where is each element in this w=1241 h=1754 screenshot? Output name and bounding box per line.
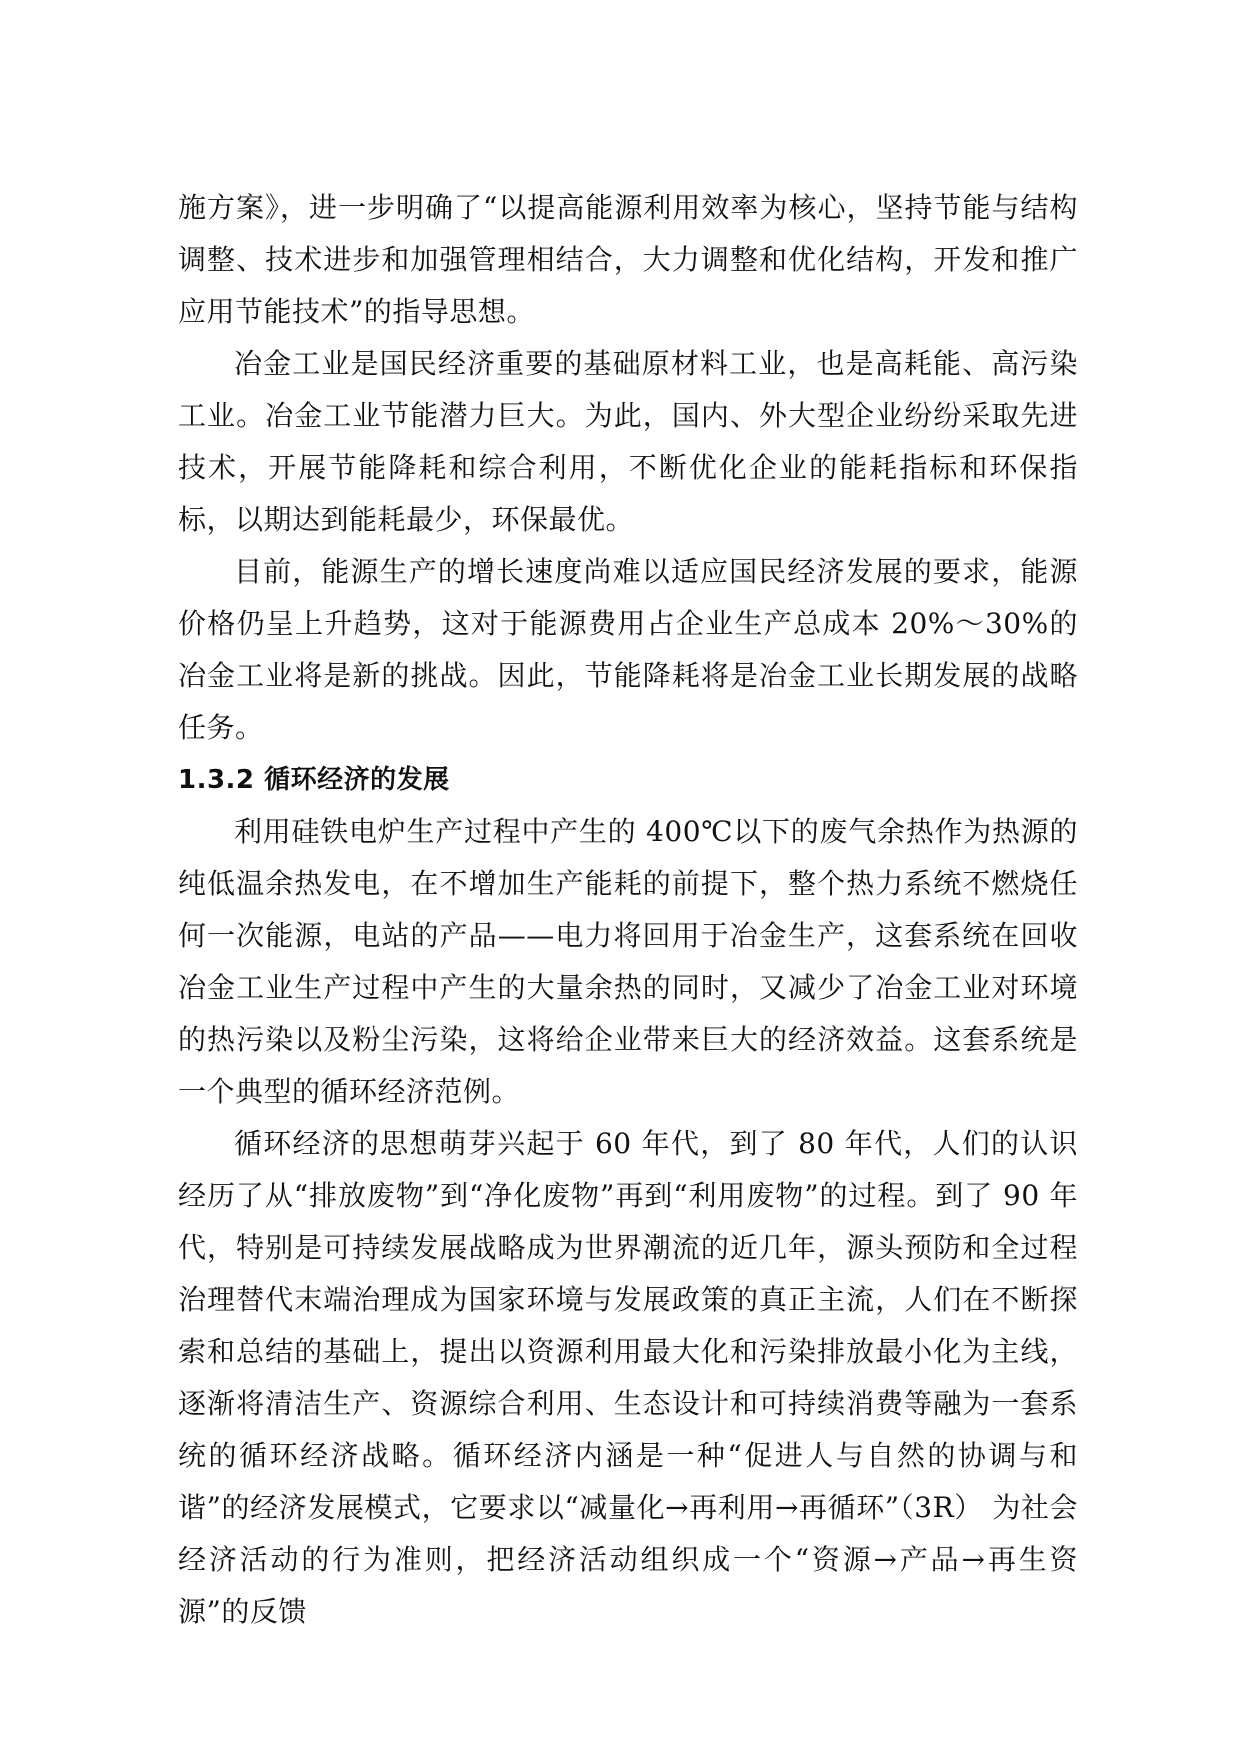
paragraph-energy-prices: 目前，能源生产的增长速度尚难以适应国民经济发展的要求，能源价格仍呈上升趋势，这对于能源费用占企业生产总成本 20%～30%的冶金工业将是新的挑战。因此，节能降耗将是冶金工业长期发展的战略任务。	[178, 555, 1078, 744]
paragraph-continuation: 施方案》，进一步明确了“以提高能源利用效率为核心，坚持节能与结构调整、技术进步和加强管理相结合，大力调整和优化结构，开发和推广应用节能技术”的指导思想。	[178, 191, 1078, 328]
document-page	[178, 182, 1078, 1638]
paragraph-metallurgy-industry: 冶金工业是国民经济重要的基础原材料工业，也是高耗能、高污染工业。冶金工业节能潜力巨大。为此，国内、外大型企业纷纷采取先进技术，开展节能降耗和综合利用，不断优化企业的能耗指标和环保指标，以期达到能耗最少，环保最优。	[178, 347, 1078, 536]
section-heading: 1.3.2 循环经济的发展	[178, 765, 450, 795]
paragraph-circular-economy: 循环经济的思想萌芽兴起于 60 年代，到了 80 年代，人们的认识经历了从“排放废物”到“净化废物”再到“利用废物”的过程。到了 90 年代，特别是可持续发展战略成为世界潮流的近几年，源头预防和全过程治理替代末端治理成为国家环境与发展政策的真正主流，人们在不断探索和总结的基础上，提出以资源利用最大化和污染排放最小化为主线，逐渐将清洁生产、资源综合利用、生态设计和可持续消费等融为一套系统的循环经济战略。循环经济内涵是一种“促进人与自然的协调与和谐”的经济发展模式，它要求以“减量化→再利用→再循环”（3R） 为社会经济活动的行为准则，把经济活动组织成一个“资源→产品→再生资源”的反馈	[178, 1127, 1078, 1628]
paragraph-waste-heat-power: 利用硅铁电炉生产过程中产生的 400℃以下的废气余热作为热源的纯低温余热发电，在不增加生产能耗的前提下，整个热力系统不燃烧任何一次能源，电站的产品——电力将回用于冶金生产，这套系统在回收冶金工业生产过程中产生的大量余热的同时，又减少了冶金工业对环境的热污染以及粉尘污染，这将给企业带来巨大的经济效益。这套系统是一个典型的循环经济范例。	[178, 815, 1078, 1108]
